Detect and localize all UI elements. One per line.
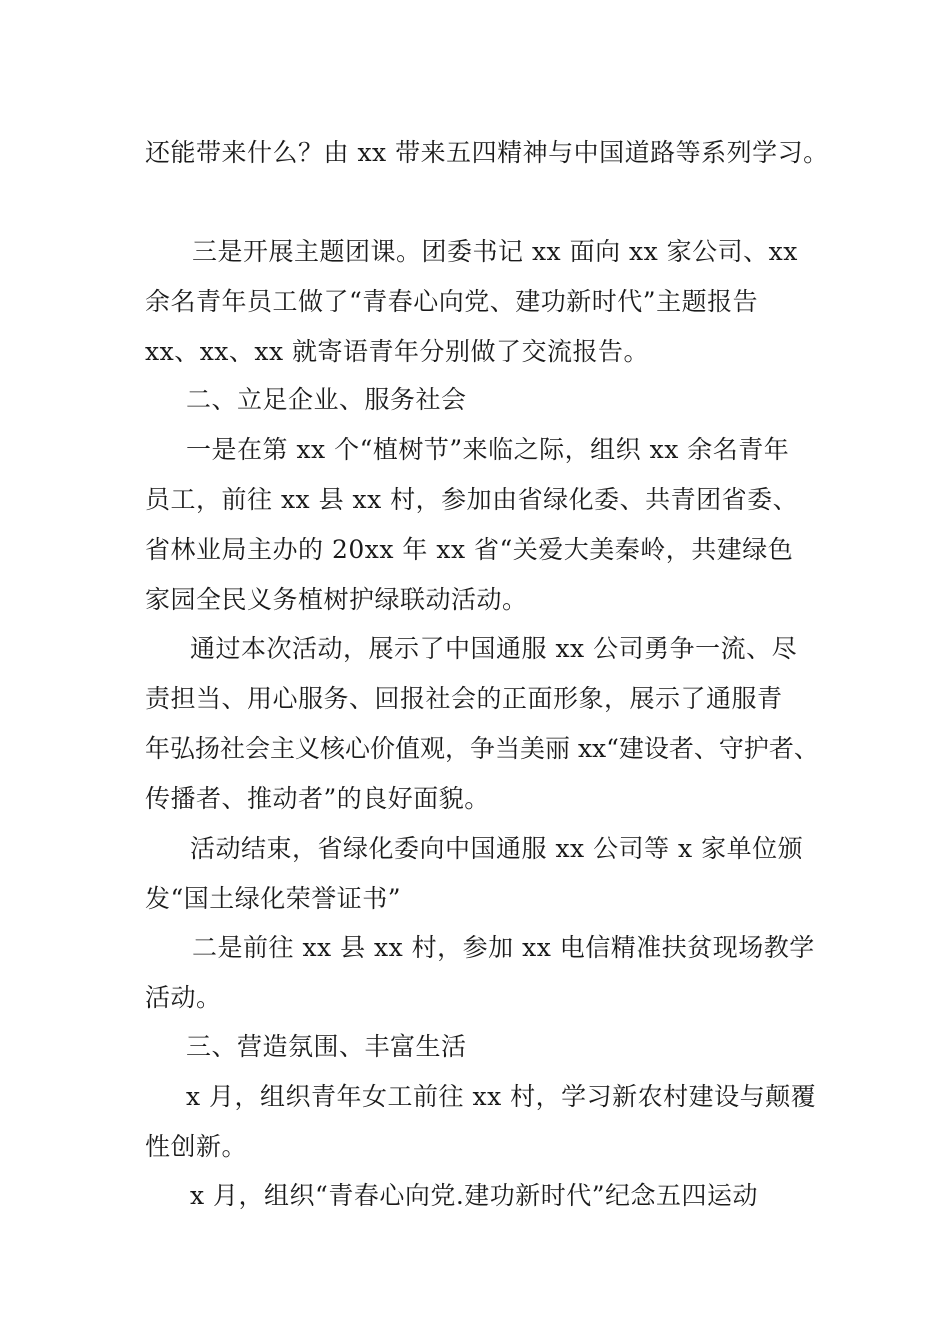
text-line: 还能带来什么？由 xx 带来五四精神与中国道路等系列学习。 <box>145 138 829 167</box>
text-line: 一是在第 xx 个“植树节”来临之际，组织 xx 余名青年 <box>186 435 790 464</box>
text-line: 省林业局主办的 20xx 年 xx 省“关爱大美秦岭，共建绿色 <box>145 535 794 564</box>
text-line: 责担当、用心服务、回报社会的正面形象，展示了通服青 <box>145 684 783 713</box>
section-heading: 二、立足企业、服务社会 <box>186 385 467 414</box>
text-line: 传播者、推动者”的良好面貌。 <box>145 784 490 813</box>
text-line: xx、xx、xx 就寄语青年分别做了交流报告。 <box>145 337 650 366</box>
text-line: 通过本次活动，展示了中国通服 xx 公司勇争一流、尽 <box>190 634 798 663</box>
text-line: x 月，组织青年女工前往 xx 村，学习新农村建设与颠覆 <box>186 1082 817 1111</box>
text-line: x 月，组织“青春心向党.建功新时代”纪念五四运动 <box>190 1181 759 1210</box>
text-line: 活动。 <box>145 983 222 1012</box>
text-line: 年弘扬社会主义核心价值观，争当美丽 xx“建设者、守护者、 <box>145 734 819 763</box>
text-line: 员工，前往 xx 县 xx 村，参加由省绿化委、共青团省委、 <box>145 485 799 514</box>
text-line: 三是开展主题团课。团委书记 xx 面向 xx 家公司、xx <box>192 237 798 266</box>
text-line: 余名青年员工做了“青春心向党、建功新时代”主题报告 <box>145 287 759 316</box>
text-line: 发“国土绿化荣誉证书” <box>145 884 402 913</box>
section-heading: 三、营造氛围、丰富生活 <box>186 1032 467 1061</box>
text-line: 二是前往 xx 县 xx 村，参加 xx 电信精准扶贫现场教学 <box>192 933 815 962</box>
text-line: 活动结束，省绿化委向中国通服 xx 公司等 x 家单位颁 <box>190 834 804 863</box>
text-line: 性创新。 <box>145 1132 248 1161</box>
text-line: 家园全民义务植树护绿联动活动。 <box>145 585 528 614</box>
